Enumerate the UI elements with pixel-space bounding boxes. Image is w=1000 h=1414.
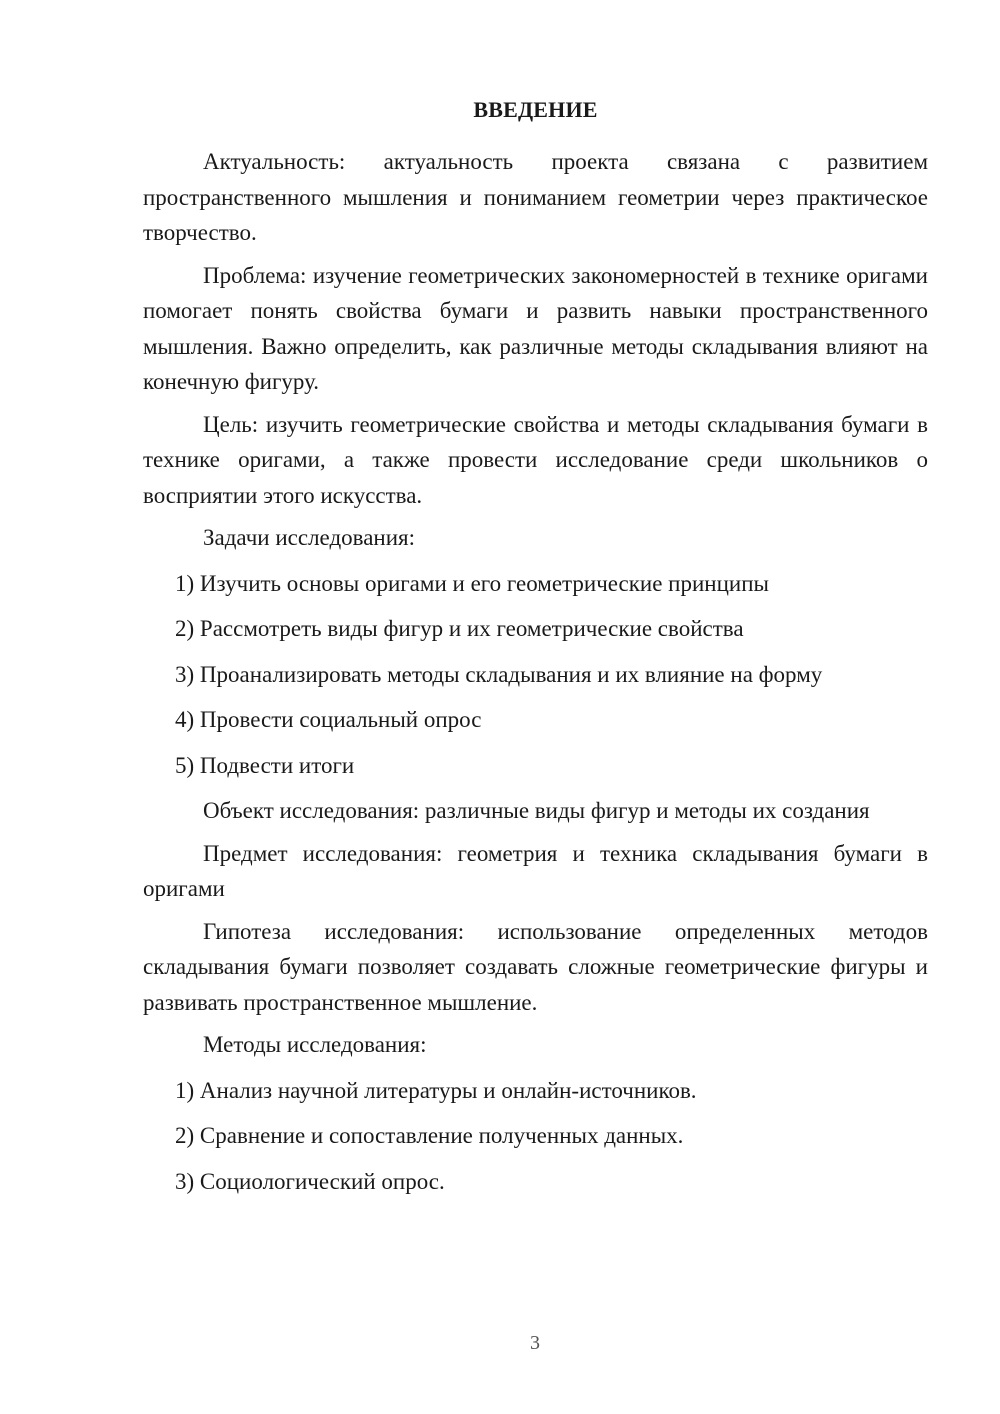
tasks-label: Задачи исследования: xyxy=(203,525,416,550)
list-item: 5) Подвести итоги xyxy=(175,752,355,778)
document-page xyxy=(143,96,928,1209)
tasks-list xyxy=(143,566,928,784)
hypothesis-paragraph: Гипотеза исследования: использование определенных методов складывания бумаги позволяет создавать сложные геометрические фигуры и развивать пространственное мышление. xyxy=(143,918,928,1015)
object-paragraph: Объект исследования: различные виды фигур и методы их создания xyxy=(203,798,870,823)
goal-paragraph: Цель: изучить геометрические свойства и методы складывания бумаги в технике оригами, а также провести исследование среди школьников о восприятии этого искусства. xyxy=(143,411,928,508)
list-item: 4) Провести социальный опрос xyxy=(175,707,482,732)
list-item: 1) Анализ научной литературы и онлайн-источников. xyxy=(175,1077,697,1103)
list-item: 3) Социологический опрос. xyxy=(175,1168,445,1194)
list-item: 3) Проанализировать методы складывания и их влияние на форму xyxy=(175,661,823,687)
methods-label: Методы исследования: xyxy=(203,1032,427,1057)
page-title: ВВЕДЕНИЕ xyxy=(473,97,598,122)
subject-paragraph: Предмет исследования: геометрия и техника складывания бумаги в оригами xyxy=(143,840,928,901)
relevance-paragraph: Актуальность: актуальность проекта связана с развитием пространственного мышления и пониманием геометрии через практическое творчество. xyxy=(143,149,928,245)
list-item: 1) Изучить основы оригами и его геометрические принципы xyxy=(175,570,769,596)
page-number: 3 xyxy=(530,1332,540,1354)
problem-paragraph: Проблема: изучение геометрических закономерностей в технике оригами помогает понять свойства бумаги и развить навыки пространственного мышления. Важно определить, как различные методы складывания влияют на конечную фигуру. xyxy=(143,262,928,394)
list-item: 2) Сравнение и сопоставление полученных данных. xyxy=(175,1123,684,1148)
list-item: 2) Рассмотреть виды фигур и их геометрические свойства xyxy=(175,616,744,641)
methods-list xyxy=(143,1073,928,1200)
